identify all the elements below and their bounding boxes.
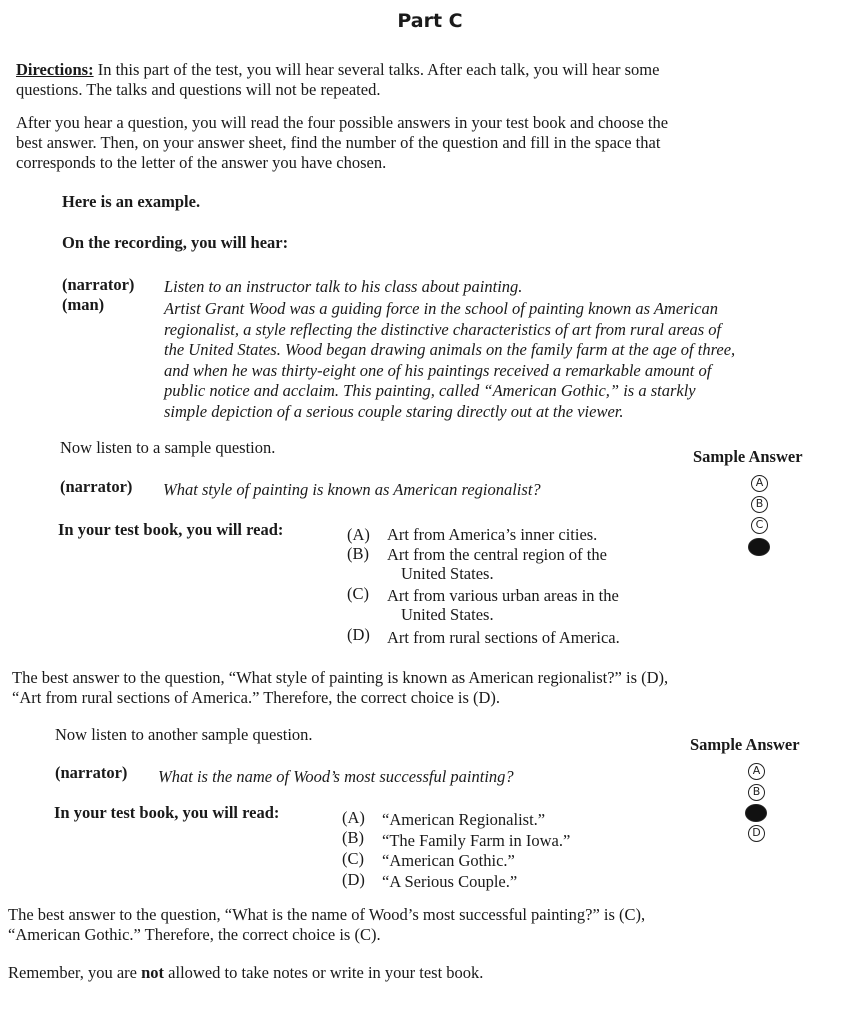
instructions-line-2: best answer. Then, on your answer sheet, find the number of the question and fill in the space that <box>16 133 661 152</box>
q2-option-letter: (C) <box>342 849 364 868</box>
directions-line-1: In this part of the test, you will hear several talks. After each talk, you will hear some <box>97 60 660 79</box>
q2-intro: Now listen to another sample question. <box>55 725 313 744</box>
recording-heading: On the recording, you will hear: <box>62 233 289 252</box>
talk-passage <box>164 299 844 422</box>
speaker-narrator-label: (narrator) <box>62 275 135 294</box>
q2-option-text: “A Serious Couple.” <box>382 872 518 891</box>
q1-bubble-c: C <box>751 517 768 534</box>
talk-line: Artist Grant Wood was a guiding force in the school of painting known as American <box>164 299 718 318</box>
q1-bubble-b: B <box>751 496 768 513</box>
q1-option-letter: (A) <box>347 525 370 544</box>
q1-explanation-line-2: “Art from rural sections of America.” Therefore, the correct choice is (D). <box>12 688 501 707</box>
talk-line: and when he was thirty-eight one of his paintings received a remarkable amount of <box>164 360 712 380</box>
directions-line-2: questions. The talks and questions will not be repeated. <box>16 80 381 99</box>
q1-explanation <box>12 668 852 708</box>
q1-option-text: Art from various urban areas in the <box>387 586 619 605</box>
q1-bubble-d-filled <box>748 538 770 556</box>
q2-read-label: In your test book, you will read: <box>54 803 280 822</box>
q1-sample-answer-title: Sample Answer <box>693 447 803 466</box>
reminder-emphasis: not <box>141 963 165 982</box>
reminder-text-after: allowed to take notes or write in your test book. <box>164 963 484 982</box>
instructions <box>16 113 846 173</box>
talk-line: public notice and acclaim. This painting, called “American Gothic,” is a starkly <box>164 381 696 400</box>
speaker-man-label: (man) <box>62 295 105 314</box>
talk-line: simple depiction of a serious couple staring directly out at the viewer. <box>164 401 624 421</box>
q2-bubble-a: A <box>748 763 765 780</box>
talk-line: regionalist, a style reflecting the distinctive characteristics of art from rural areas of <box>164 319 722 339</box>
q1-option-text-cont: United States. <box>401 564 494 583</box>
instructions-line-1: After you hear a question, you will read the four possible answers in your test book and choose the <box>16 113 669 132</box>
q2-bubble-c-filled <box>745 804 767 822</box>
talk-line: the United States. Wood began drawing animals on the family farm at the age of three, <box>164 340 736 359</box>
q2-narrator-label: (narrator) <box>55 763 128 782</box>
q1-option-text: Art from the central region of the <box>387 545 607 564</box>
directions <box>16 60 846 100</box>
q1-question: What style of painting is known as American regionalist? <box>163 480 541 499</box>
example-heading: Here is an example. <box>62 192 201 211</box>
q2-option-letter: (A) <box>342 808 365 827</box>
directions-label: Directions: <box>16 60 94 79</box>
q1-option-text: Art from rural sections of America. <box>387 628 620 647</box>
q1-option-letter: (B) <box>347 544 369 563</box>
q2-explanation <box>8 905 853 945</box>
q1-read-label: In your test book, you will read: <box>58 520 284 539</box>
reminder <box>8 963 853 983</box>
q2-option-text: “American Gothic.” <box>382 851 515 870</box>
q2-explanation-line-1: The best answer to the question, “What is the name of Wood’s most successful painting?” is (C), <box>8 905 646 924</box>
q2-explanation-line-2: “American Gothic.” Therefore, the correct choice is (C). <box>8 925 381 944</box>
q2-bubble-b: B <box>748 784 765 801</box>
q2-option-letter: (B) <box>342 828 364 847</box>
q2-bubble-d: D <box>748 825 765 842</box>
q1-option-text: Art from America’s inner cities. <box>387 525 598 544</box>
talk-narrator-line: Listen to an instructor talk to his class about painting. <box>164 277 523 296</box>
q2-sample-answer-title: Sample Answer <box>690 735 800 754</box>
instructions-line-3: corresponds to the letter of the answer you have chosen. <box>16 153 387 172</box>
q1-narrator-label: (narrator) <box>60 477 133 496</box>
q1-explanation-line-1: The best answer to the question, “What style of painting is known as American regionalist?” is (D), <box>12 668 669 687</box>
q2-option-letter: (D) <box>342 870 365 889</box>
q1-option-letter: (C) <box>347 584 369 603</box>
q2-option-text: “American Regionalist.” <box>382 810 546 829</box>
q1-intro: Now listen to a sample question. <box>60 438 276 457</box>
q1-bubble-a: A <box>751 475 768 492</box>
reminder-text-before: Remember, you are <box>8 963 142 982</box>
q1-option-letter: (D) <box>347 625 370 644</box>
q2-question: What is the name of Wood’s most successful painting? <box>158 767 514 786</box>
q2-option-text: “The Family Farm in Iowa.” <box>382 831 571 850</box>
q1-option-text-cont: United States. <box>401 605 494 624</box>
page-title: Part C <box>397 10 463 32</box>
